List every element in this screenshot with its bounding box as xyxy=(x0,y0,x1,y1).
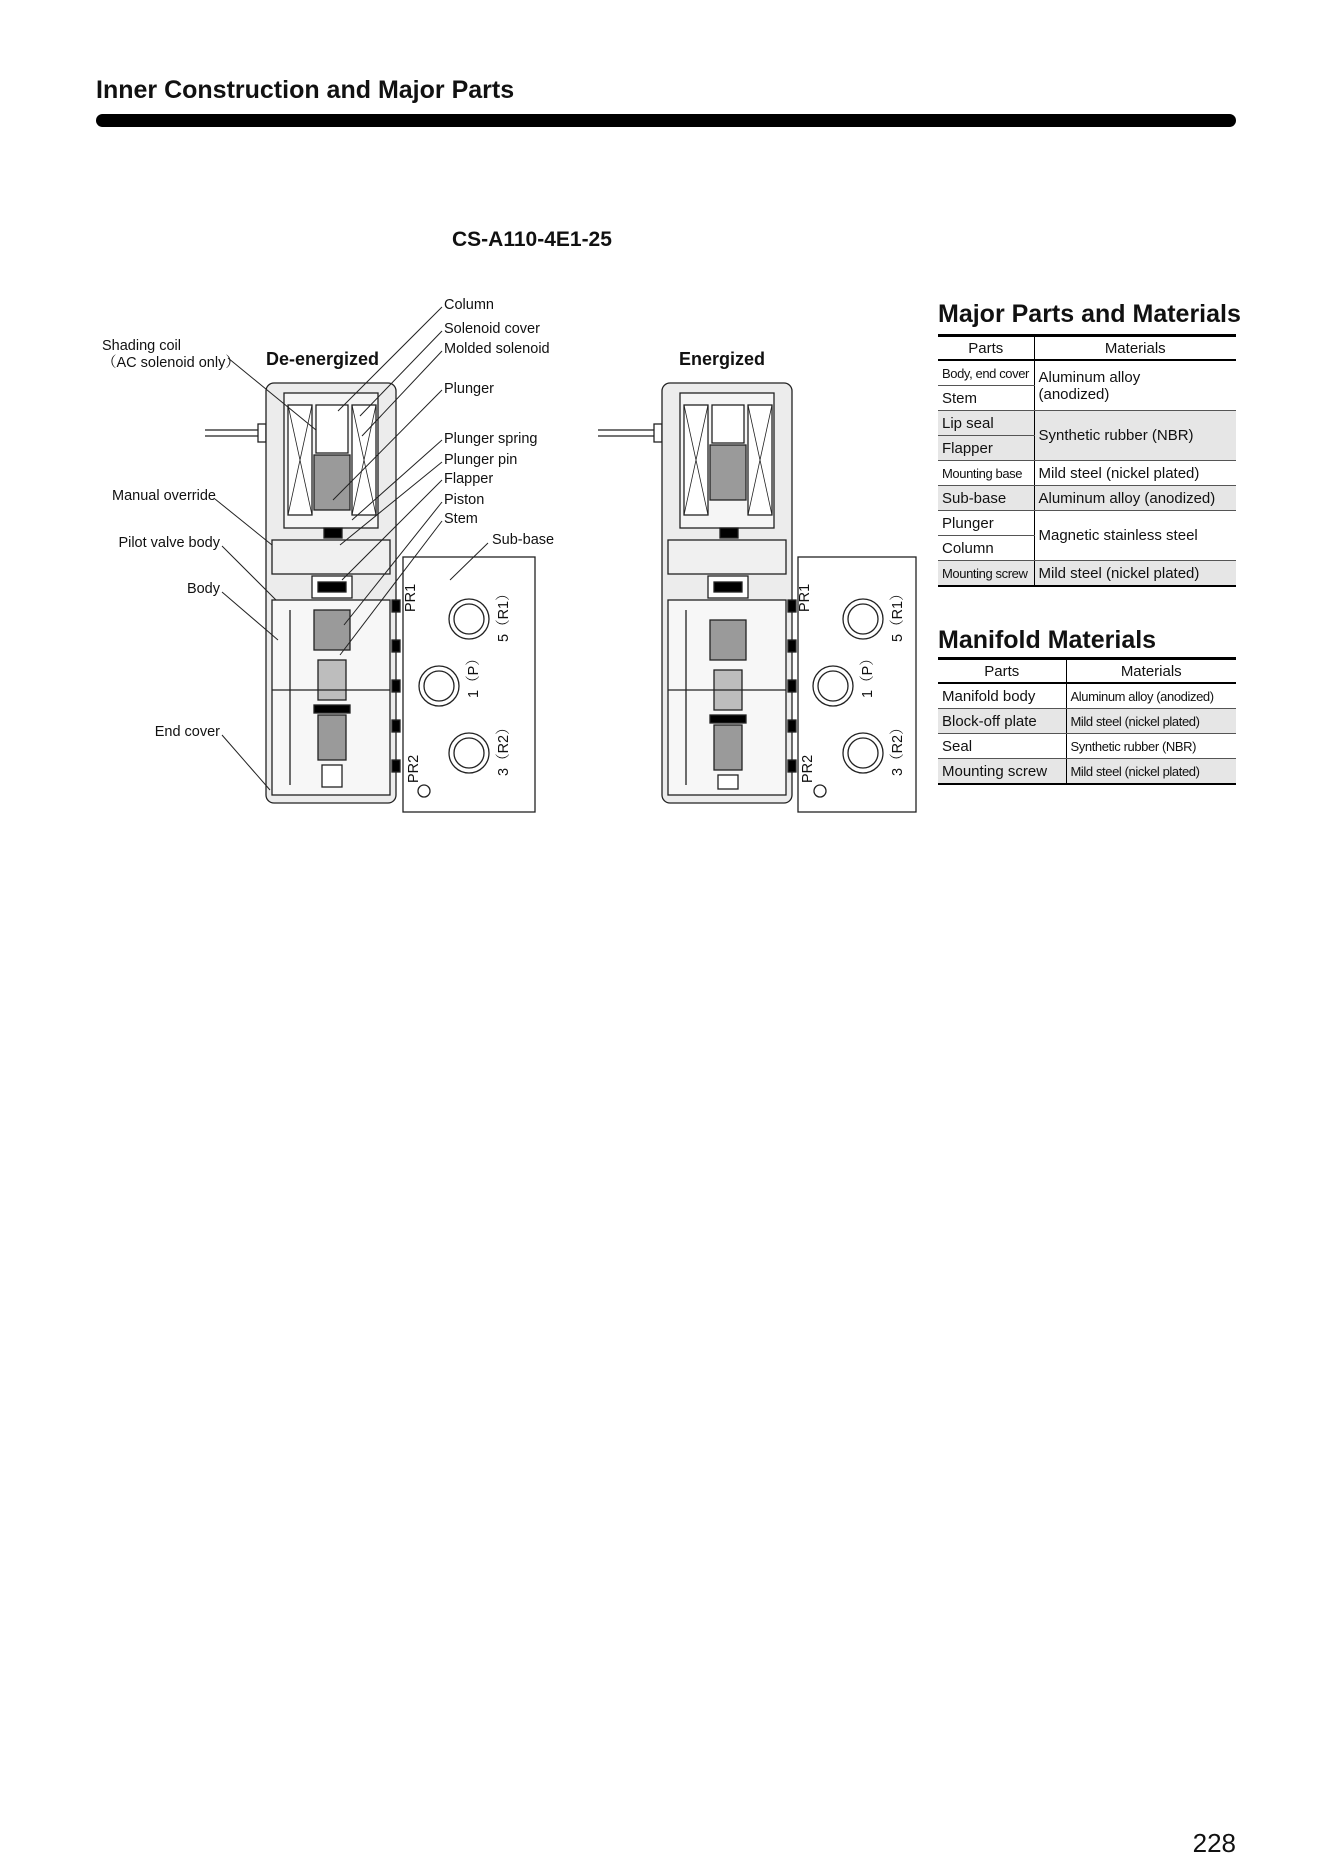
state-label-energized: Energized xyxy=(679,349,766,369)
label-body: Body xyxy=(186,581,220,597)
part-name: Lip seal xyxy=(938,411,1034,436)
major-parts-table xyxy=(938,334,1236,587)
material-name: Mild steel (nickel plated) xyxy=(1034,461,1236,486)
material-name: Aluminum alloy (anodized) xyxy=(1034,360,1236,411)
port-label-pr2-right: PR2 xyxy=(800,754,816,783)
material-name: Synthetic rubber (NBR) xyxy=(1034,411,1236,461)
part-name: Plunger xyxy=(938,511,1034,536)
port-label-r1-right: 5（R1） xyxy=(890,586,906,642)
label-solenoid-cover: Solenoid cover xyxy=(444,321,540,337)
label-pilot-valve-body: Pilot valve body xyxy=(118,535,220,551)
label-column: Column xyxy=(444,297,494,313)
column-header-parts: Parts xyxy=(938,336,1034,361)
part-name: Mounting screw xyxy=(938,759,1066,785)
table-row xyxy=(938,360,1236,386)
label-end-cover: End cover xyxy=(154,724,220,740)
column-header-materials: Materials xyxy=(1034,336,1236,361)
part-name: Block-off plate xyxy=(938,709,1066,734)
manifold-heading: Manifold Materials xyxy=(938,626,1157,654)
energized-valve-drawing xyxy=(598,383,916,812)
port-label-r1-left: 5（R1） xyxy=(496,586,512,642)
column-header-materials: Materials xyxy=(1066,659,1236,684)
label-molded-solenoid: Molded solenoid xyxy=(444,341,550,357)
column-header-parts: Parts xyxy=(938,659,1066,684)
label-sub-base: Sub-base xyxy=(492,532,555,548)
material-name: Mild steel (nickel plated) xyxy=(1034,561,1236,587)
material-name: Magnetic stainless steel xyxy=(1034,511,1236,561)
port-label-r2-left: 3（R2） xyxy=(496,720,512,776)
part-name: Flapper xyxy=(938,436,1034,461)
part-name: Mounting base xyxy=(938,461,1034,486)
model-number: CS-A110-4E1-25 xyxy=(452,228,612,251)
label-shading-coil: Shading coil （AC solenoid only） xyxy=(102,338,240,371)
page-title: Inner Construction and Major Parts xyxy=(96,76,515,104)
port-label-pr2-left: PR2 xyxy=(406,754,422,783)
label-stem: Stem xyxy=(444,511,478,527)
label-piston: Piston xyxy=(444,492,485,508)
part-name: Stem xyxy=(938,386,1034,411)
table-row xyxy=(938,709,1236,734)
label-manual-override: Manual override xyxy=(112,488,216,504)
material-name: Mild steel (nickel plated) xyxy=(1066,709,1236,734)
state-label-deenergized: De-energized xyxy=(266,349,380,369)
label-plunger-spring: Plunger spring xyxy=(444,431,538,447)
part-name: Body, end cover xyxy=(938,360,1034,386)
label-plunger: Plunger xyxy=(444,381,494,397)
label-plunger-pin: Plunger pin xyxy=(444,452,518,468)
port-label-pr1-right: PR1 xyxy=(797,583,813,612)
part-name: Mounting screw xyxy=(938,561,1034,587)
part-name: Column xyxy=(938,536,1034,561)
material-name: Aluminum alloy (anodized) xyxy=(1034,486,1236,511)
table-row xyxy=(938,561,1236,587)
part-name: Manifold body xyxy=(938,683,1066,709)
table-row xyxy=(938,411,1236,436)
major-parts-heading: Major Parts and Materials xyxy=(938,300,1241,328)
label-flapper: Flapper xyxy=(444,471,494,487)
port-label-pr1-left: PR1 xyxy=(403,583,419,612)
material-name: Synthetic rubber (NBR) xyxy=(1066,734,1236,759)
table-row xyxy=(938,486,1236,511)
page-number: 228 xyxy=(1192,1828,1236,1858)
port-label-r2-right: 3（R2） xyxy=(890,720,906,776)
port-label-p-right: 1（P） xyxy=(860,651,876,698)
material-name: Aluminum alloy (anodized) xyxy=(1066,683,1236,709)
table-row xyxy=(938,683,1236,709)
table-row xyxy=(938,461,1236,486)
part-name: Sub-base xyxy=(938,486,1034,511)
part-name: Seal xyxy=(938,734,1066,759)
table-row xyxy=(938,759,1236,785)
port-label-p-left: 1（P） xyxy=(466,651,482,698)
material-name: Mild steel (nickel plated) xyxy=(1066,759,1236,785)
manifold-table xyxy=(938,657,1236,785)
table-row xyxy=(938,734,1236,759)
table-row xyxy=(938,511,1236,536)
